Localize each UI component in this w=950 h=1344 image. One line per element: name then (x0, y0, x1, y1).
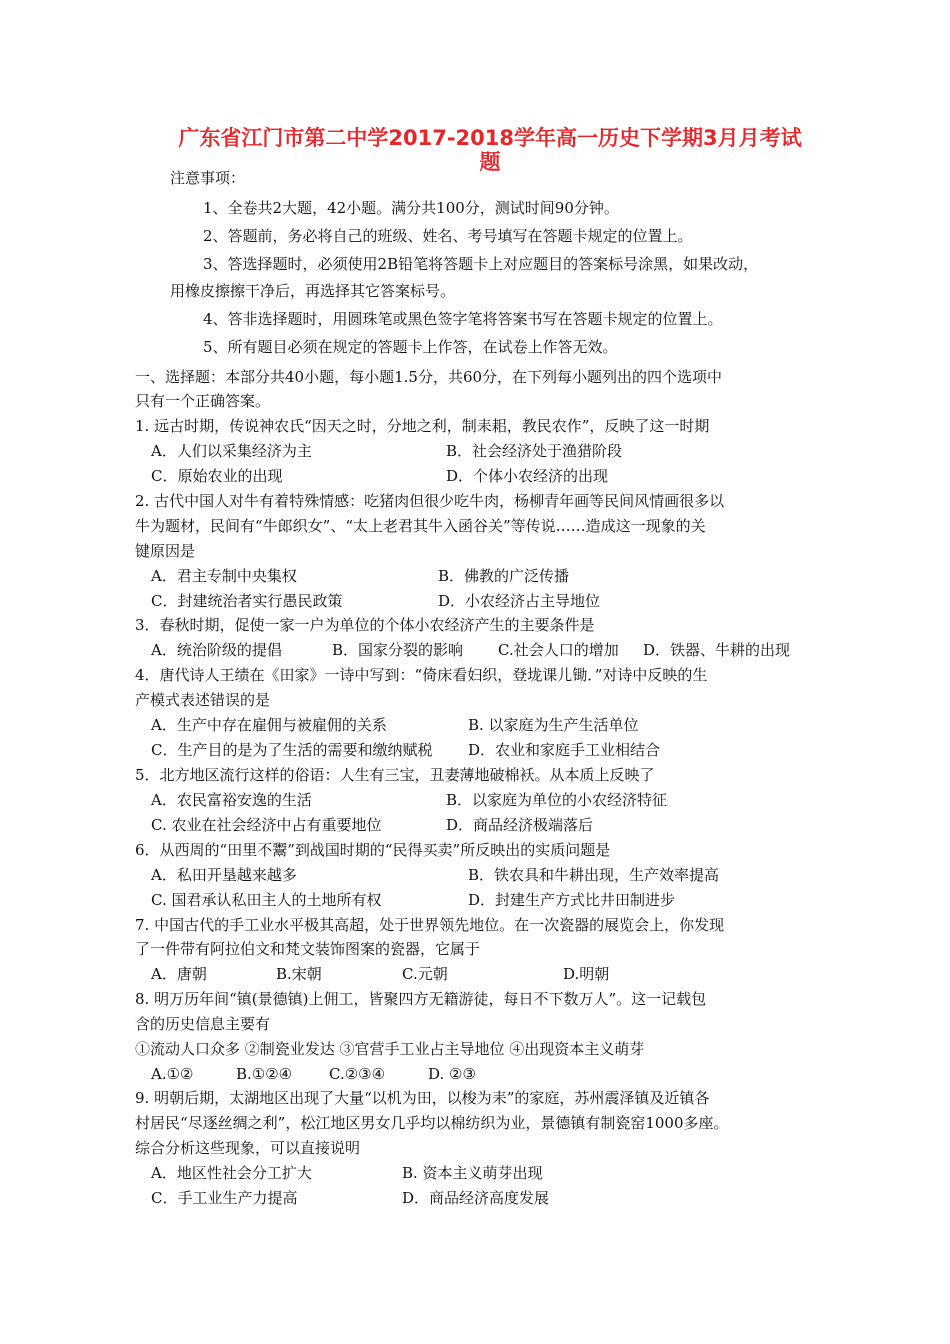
section-heading: 一、选择题：本部分共40小题，每小题1.5分，共60分，在下列每小题列出的四个选项中 (135, 368, 723, 386)
question-text: 8. 明万历年间“镇(景德镇)上佣工，皆聚四方无籍游徒，每日不下数万人”。这一记载包 (135, 990, 707, 1008)
note-item: 3、答选择题时，必须使用2B铅笔将答题卡上对应题目的答案标号涂黑，如果改动， (203, 255, 759, 273)
section-heading: 只有一个正确答案。 (135, 392, 271, 410)
question-text: 7. 中国古代的手工业水平极其高超，处于世界领先地位。在一次瓷器的展览会上，你发现 (135, 916, 725, 934)
option-b: B. 资本主义萌芽出现 (402, 1164, 543, 1182)
option-d: D．铁器、牛耕的出现 (643, 641, 791, 659)
note-item: 4、答非选择题时，用圆珠笔或黑色签字笔将答案书写在答题卡规定的位置上。 (203, 310, 723, 328)
exam-title-line1: 广东省江门市第二中学2017-2018学年高一历史下学期3月月考试 (178, 126, 802, 150)
question-text: 1. 远古时期，传说神农氏“因天之时，分地之利，制耒耜，教民农作”，反映了这一时期 (135, 417, 710, 435)
note-item: 2、答题前，务必将自己的班级、姓名、考号填写在答题卡规定的位置上。 (203, 227, 693, 245)
note-item: 用橡皮擦擦干净后，再选择其它答案标号。 (170, 282, 456, 300)
option-a: A.①② (151, 1065, 194, 1083)
option-a: A．私田开垦越来越多 (151, 866, 297, 884)
option-d: D．商品经济极端落后 (446, 816, 594, 834)
option-a: A．唐朝 (151, 965, 207, 983)
option-d: D.明朝 (563, 965, 610, 983)
question-text: 键原因是 (135, 542, 196, 560)
question-text: 5．北方地区流行这样的俗语：人生有三宝，丑妻薄地破棉袄。从本质上反映了 (135, 766, 655, 784)
option-b: B．以家庭为单位的小农经济特征 (446, 791, 668, 809)
option-d: D．封建生产方式比井田制进步 (468, 891, 676, 909)
option-c: C.社会人口的增加 (498, 641, 619, 659)
option-c: C．封建统治者实行愚民政策 (151, 592, 343, 610)
option-a: A．地区性社会分工扩大 (151, 1164, 312, 1182)
note-item: 5、所有题目必须在规定的答题卡上作答，在试卷上作答无效。 (203, 338, 618, 356)
option-d: D．商品经济高度发展 (402, 1189, 550, 1207)
option-a: A．生产中存在雇佣与被雇佣的关系 (151, 716, 387, 734)
option-d: D．农业和家庭手工业相结合 (468, 741, 661, 759)
question-text: 牛为题材，民间有“牛郎织女”、“太上老君其牛入函谷关”等传说……造成这一现象的关 (135, 517, 706, 535)
question-text: 9. 明朝后期，太湖地区出现了大量“以机为田，以梭为耒”的家庭，苏州震泽镇及近镇各 (135, 1089, 710, 1107)
option-b: B．佛教的广泛传播 (438, 567, 570, 585)
option-b: B．铁农具和牛耕出现，生产效率提高 (468, 866, 720, 884)
option-c: C. 农业在社会经济中占有重要地位 (151, 816, 382, 834)
question-text: 村居民“尽逐丝绸之利”，松江地区男女几乎均以棉纺织为业，景德镇有制瓷窑1000多座。 (135, 1114, 729, 1132)
option-b: B. 以家庭为生产生活单位 (468, 716, 639, 734)
option-d: D．个体小农经济的出现 (446, 467, 609, 485)
option-d: D. ②③ (428, 1065, 476, 1083)
option-c: C.元朝 (402, 965, 448, 983)
option-c: C.②③④ (329, 1065, 386, 1083)
exam-title-line2: 题 (479, 150, 501, 174)
option-d: D．小农经济占主导地位 (438, 592, 601, 610)
option-b: B．国家分裂的影响 (332, 641, 464, 659)
option-c: C. 国君承认私田主人的土地所有权 (151, 891, 382, 909)
question-text: 2. 古代中国人对牛有着特殊情感：吃猪肉但很少吃牛肉，杨柳青年画等民间风情画很多以 (135, 492, 725, 510)
option-c: C．原始农业的出现 (151, 467, 283, 485)
option-a: A．统治阶级的提倡 (151, 641, 282, 659)
notes-heading: 注意事项： (170, 169, 246, 187)
question-text: 产模式表述错误的是 (135, 691, 271, 709)
option-c: C．生产目的是为了生活的需要和缴纳赋税 (151, 741, 433, 759)
question-text: 6．从西周的“田里不鬻”到战国时期的“民得买卖”所反映出的实质问题是 (135, 841, 611, 859)
question-text: 含的历史信息主要有 (135, 1015, 271, 1033)
option-b: B．社会经济处于渔猎阶段 (446, 442, 623, 460)
question-text: ①流动人口众多 ②制瓷业发达 ③官营手工业占主导地位 ④出现资本主义萌芽 (135, 1040, 645, 1058)
option-a: A．君主专制中央集权 (151, 567, 297, 585)
question-text: 综合分析这些现象，可以直接说明 (135, 1139, 361, 1157)
option-b: B.宋朝 (276, 965, 322, 983)
question-text: 了一件带有阿拉伯文和梵文装饰图案的瓷器，它属于 (135, 940, 481, 958)
option-a: A．人们以采集经济为主 (151, 442, 312, 460)
question-text: 4．唐代诗人王绩在《田家》一诗中写到：“倚床看妇织，登垅课儿锄．”对诗中反映的生 (135, 666, 708, 684)
option-b: B.①②④ (236, 1065, 293, 1083)
option-a: A．农民富裕安逸的生活 (151, 791, 312, 809)
option-c: C．手工业生产力提高 (151, 1189, 298, 1207)
note-item: 1、全卷共2大题，42小题。满分共100分，测试时间90分钟。 (203, 199, 619, 217)
question-text: 3．春秋时期，促使一家一户为单位的个体小农经济产生的主要条件是 (135, 616, 595, 634)
